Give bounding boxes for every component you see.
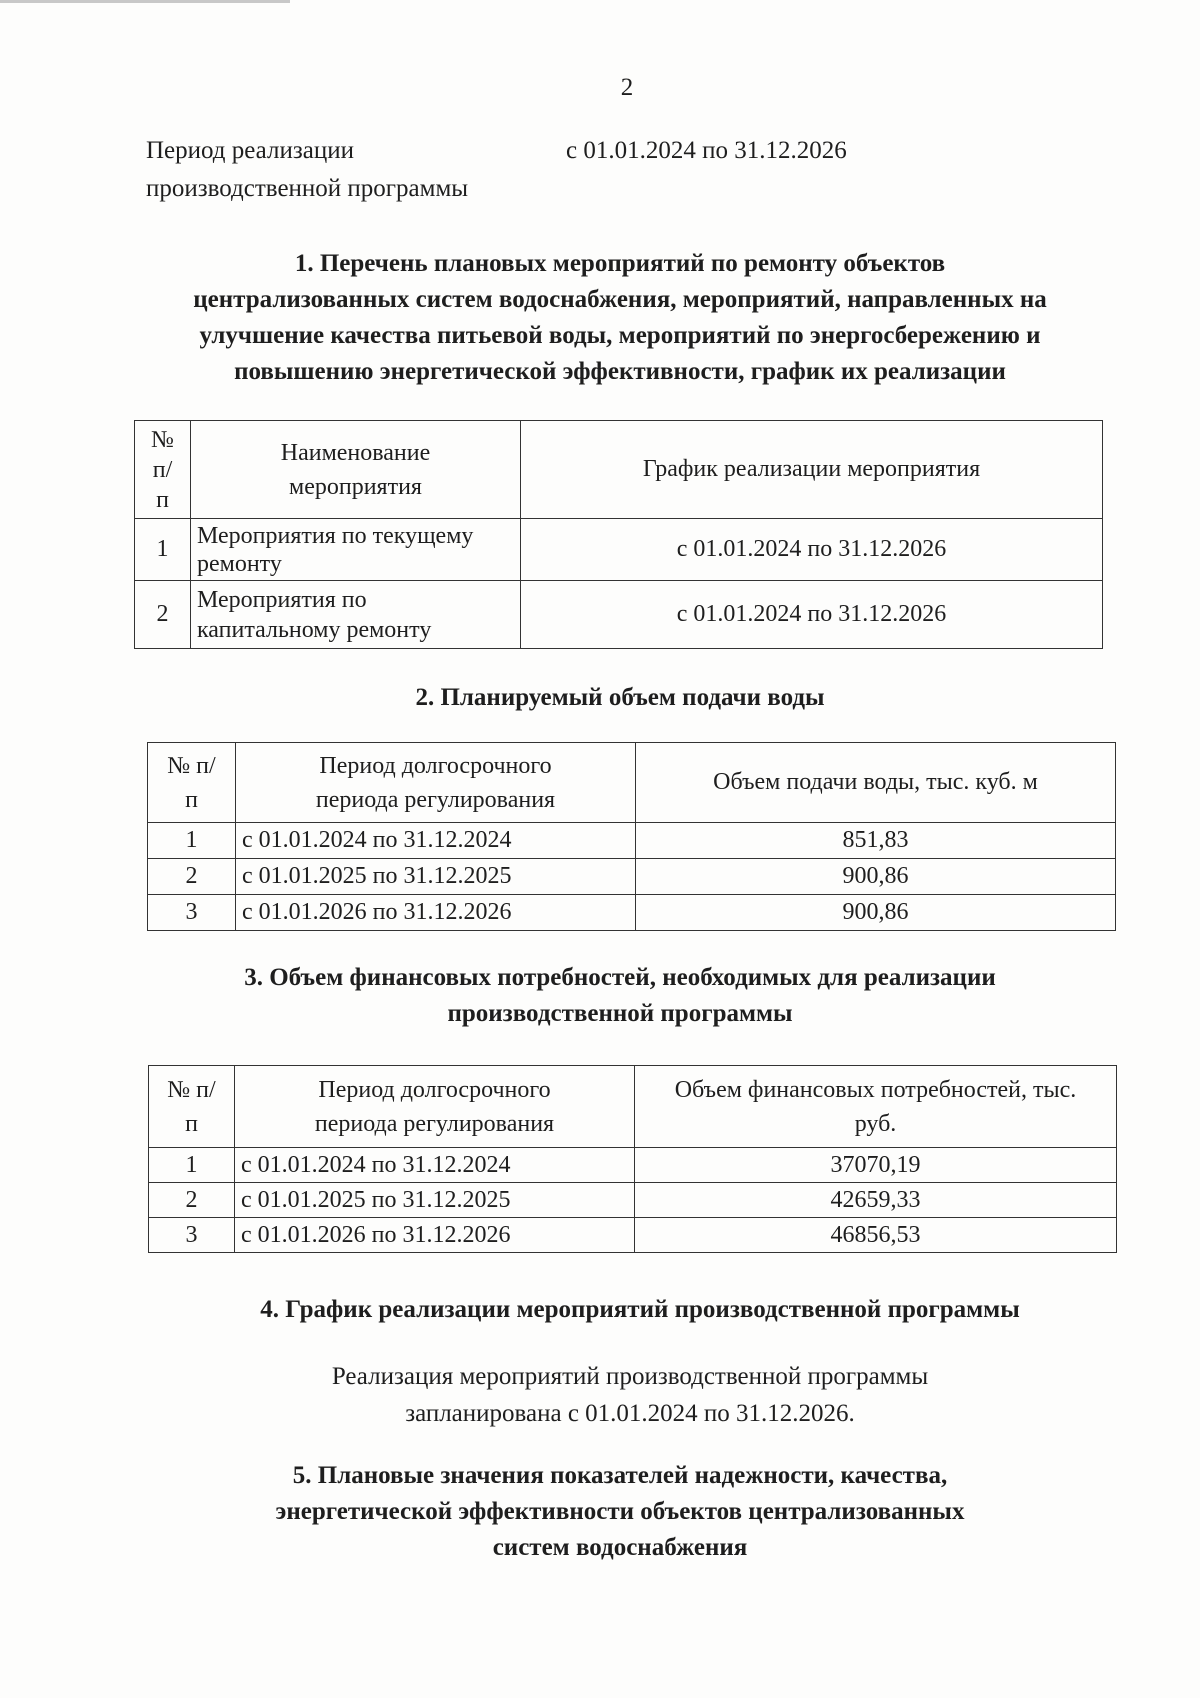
row-num: 1	[149, 1148, 235, 1183]
row-water-volume: 900,86	[636, 895, 1116, 931]
table-row	[148, 859, 1116, 895]
section3-title	[120, 960, 1120, 1032]
section2-title: 2. Планируемый объем подачи воды	[415, 684, 825, 711]
table-row	[148, 895, 1116, 931]
row-period: с 01.01.2024 по 31.12.2024	[235, 1148, 635, 1183]
row-period: с 01.01.2025 по 31.12.2025	[235, 1183, 635, 1218]
header-schedule: График реализации мероприятия	[521, 421, 1103, 519]
header-num: № п/п	[148, 743, 236, 823]
section1-title	[120, 246, 1120, 390]
row-financial-needs: 37070,19	[635, 1148, 1117, 1183]
table-row	[135, 519, 1103, 581]
row-activity-name: Мероприятия по капитальному ремонту	[191, 581, 521, 649]
section4-title: 4. График реализации мероприятий производственной программы	[260, 1296, 1020, 1323]
table-header-row	[148, 743, 1116, 823]
header-activity-name: Наименование мероприятия	[191, 421, 521, 519]
row-num: 1	[135, 519, 191, 581]
section1-title-line1: 1. Перечень плановых мероприятий по ремонту объектов	[294, 250, 946, 277]
row-num: 3	[149, 1218, 235, 1253]
section3-title-line2: производственной программы	[447, 1000, 793, 1027]
header-period: Период долгосрочного периода регулирования	[236, 743, 636, 823]
row-financial-needs: 46856,53	[635, 1218, 1117, 1253]
activities-table	[134, 420, 1103, 649]
row-activity-name: Мероприятия по текущему ремонту	[191, 519, 521, 581]
row-period: с 01.01.2024 по 31.12.2024	[236, 823, 636, 859]
page-number: 2	[620, 74, 634, 101]
header-num: № п/ п	[135, 421, 191, 519]
section3-title-line1: 3. Объем финансовых потребностей, необходимых для реализации	[244, 964, 996, 991]
table-row	[148, 823, 1116, 859]
row-num: 1	[148, 823, 236, 859]
row-num: 2	[148, 859, 236, 895]
table-header-row	[135, 421, 1103, 519]
section5-title	[120, 1458, 1120, 1566]
section4-text	[40, 1358, 1200, 1432]
table-row	[149, 1183, 1117, 1218]
section1-title-line2: централизованных систем водоснабжения, мероприятий, направленных на	[193, 286, 1047, 313]
header-financial-needs: Объем финансовых потребностей, тыс. руб.	[635, 1066, 1117, 1148]
period-label	[146, 132, 526, 208]
section1-title-line3: улучшение качества питьевой воды, мероприятий по энергосбережению и	[199, 322, 1041, 349]
header-num: № п/п	[149, 1066, 235, 1148]
header-water-volume: Объем подачи воды, тыс. куб. м	[636, 743, 1116, 823]
row-schedule: с 01.01.2024 по 31.12.2026	[521, 519, 1103, 581]
financial-needs-table	[148, 1065, 1117, 1253]
table-row	[149, 1218, 1117, 1253]
water-volume-table	[147, 742, 1116, 931]
section4-text-line1: Реализация мероприятий производственной программы	[331, 1363, 929, 1390]
period-label-line2: производственной программы	[146, 175, 469, 202]
row-water-volume: 851,83	[636, 823, 1116, 859]
row-period: с 01.01.2026 по 31.12.2026	[235, 1218, 635, 1253]
scan-edge-line	[0, 0, 290, 3]
row-financial-needs: 42659,33	[635, 1183, 1117, 1218]
table-row	[149, 1148, 1117, 1183]
row-period: с 01.01.2025 по 31.12.2025	[236, 859, 636, 895]
period-value: с 01.01.2024 по 31.12.2026	[566, 137, 847, 164]
section5-title-line3: систем водоснабжения	[492, 1534, 748, 1561]
row-num: 2	[149, 1183, 235, 1218]
period-label-line1: Период реализации	[146, 137, 354, 164]
row-schedule: с 01.01.2024 по 31.12.2026	[521, 581, 1103, 649]
table-row	[135, 581, 1103, 649]
row-water-volume: 900,86	[636, 859, 1116, 895]
row-num: 3	[148, 895, 236, 931]
row-num: 2	[135, 581, 191, 649]
section5-title-line1: 5. Плановые значения показателей надежности, качества,	[292, 1462, 948, 1489]
row-period: с 01.01.2026 по 31.12.2026	[236, 895, 636, 931]
table-header-row	[149, 1066, 1117, 1148]
section5-title-line2: энергетической эффективности объектов централизованных	[275, 1498, 965, 1525]
section4-text-line2: запланирована с 01.01.2024 по 31.12.2026.	[405, 1400, 855, 1427]
section1-title-line4: повышению энергетической эффективности, график их реализации	[234, 358, 1006, 385]
header-period: Период долгосрочного периода регулирования	[235, 1066, 635, 1148]
